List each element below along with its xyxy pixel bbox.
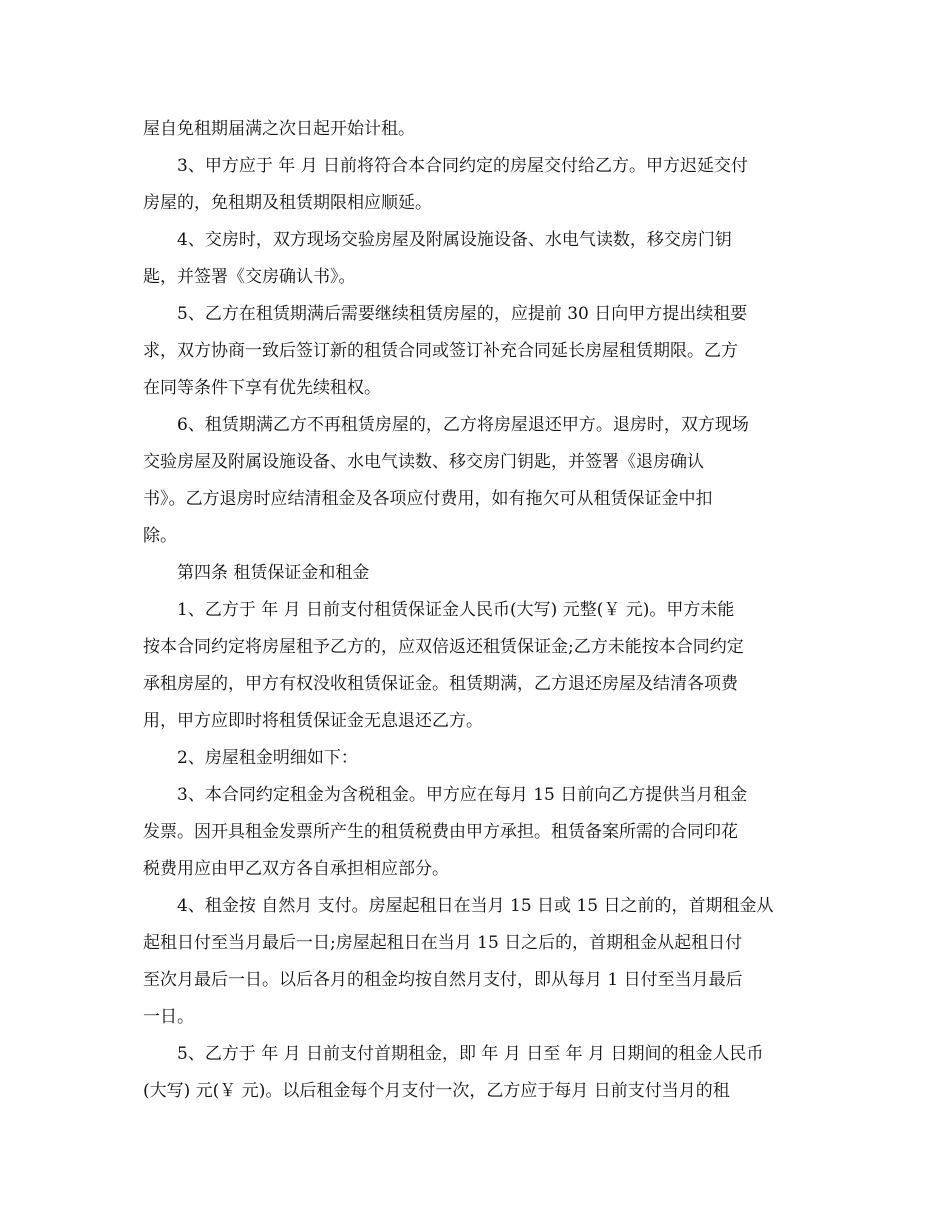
text-line: 屋自免租期届满之次日起开始计租。 bbox=[143, 119, 415, 139]
text-line: 2、房屋租金明细如下： bbox=[177, 748, 358, 768]
text-line: 除。 bbox=[143, 526, 177, 546]
text-line: 3、本合同约定租金为含税租金。甲方应在每月 15 日前向乙方提供当月租金 bbox=[177, 785, 748, 805]
document-body bbox=[143, 111, 811, 1110]
text-line: 4、交房时，双方现场交验房屋及附属设施设备、水电气读数，移交房门钥 bbox=[177, 230, 732, 250]
text-line: 承租房屋的，甲方有权没收租赁保证金。租赁期满，乙方退还房屋及结清各项费 bbox=[143, 674, 738, 694]
text-line: 匙，并签署《交房确认书》。 bbox=[143, 267, 356, 287]
text-line: 用，甲方应即时将租赁保证金无息退还乙方。 bbox=[143, 711, 483, 731]
text-line: 起租日付至当月最后一日;房屋起租日在当月 15 日之后的，首期租金从起租日付 bbox=[143, 933, 743, 953]
text-line: 发票。因开具租金发票所产生的租赁税费由甲方承担。租赁备案所需的合同印花 bbox=[143, 822, 738, 842]
text-line: 税费用应由甲乙双方各自承担相应部分。 bbox=[143, 859, 449, 879]
text-line: 6、租赁期满乙方不再租赁房屋的，乙方将房屋退还甲方。退房时，双方现场 bbox=[177, 415, 749, 435]
text-line: 1、乙方于 年 月 日前支付租赁保证金人民币(大写) 元整(￥ 元)。甲方未能 bbox=[177, 600, 735, 620]
text-line: 交验房屋及附属设施设备、水电气读数、移交房门钥匙，并签署《退房确认 bbox=[143, 452, 704, 472]
text-line: 3、甲方应于 年 月 日前将符合本合同约定的房屋交付给乙方。甲方迟延交付 bbox=[177, 156, 749, 176]
text-line: 5、乙方在租赁期满后需要继续租赁房屋的，应提前 30 日向甲方提出续租要 bbox=[177, 304, 748, 324]
text-line: (大写) 元(￥ 元)。以后租金每个月支付一次，乙方应于每月 日前支付当月的租 bbox=[143, 1081, 730, 1101]
text-line: 房屋的，免租期及租赁期限相应顺延。 bbox=[143, 193, 432, 213]
text-line: 书》。乙方退房时应结清租金及各项应付费用，如有拖欠可从租赁保证金中扣 bbox=[143, 489, 713, 509]
section-heading: 第四条 租赁保证金和租金 bbox=[177, 563, 370, 583]
text-line: 一日。 bbox=[143, 1007, 194, 1027]
text-line: 按本合同约定将房屋租予乙方的，应双倍返还租赁保证金;乙方未能按本合同约定 bbox=[143, 637, 744, 657]
text-line: 在同等条件下享有优先续租权。 bbox=[143, 378, 381, 398]
text-line: 至次月最后一日。以后各月的租金均按自然月支付，即从每月 1 日付至当月最后 bbox=[143, 970, 743, 990]
text-line: 求，双方协商一致后签订新的租赁合同或签订补充合同延长房屋租赁期限。乙方 bbox=[143, 341, 738, 361]
text-line: 4、租金按 自然月 支付。房屋起租日在当月 15 日或 15 日之前的，首期租金从 bbox=[177, 896, 774, 916]
text-line: 5、乙方于 年 月 日前支付首期租金，即 年 月 日至 年 月 日期间的租金人民币 bbox=[177, 1044, 764, 1064]
